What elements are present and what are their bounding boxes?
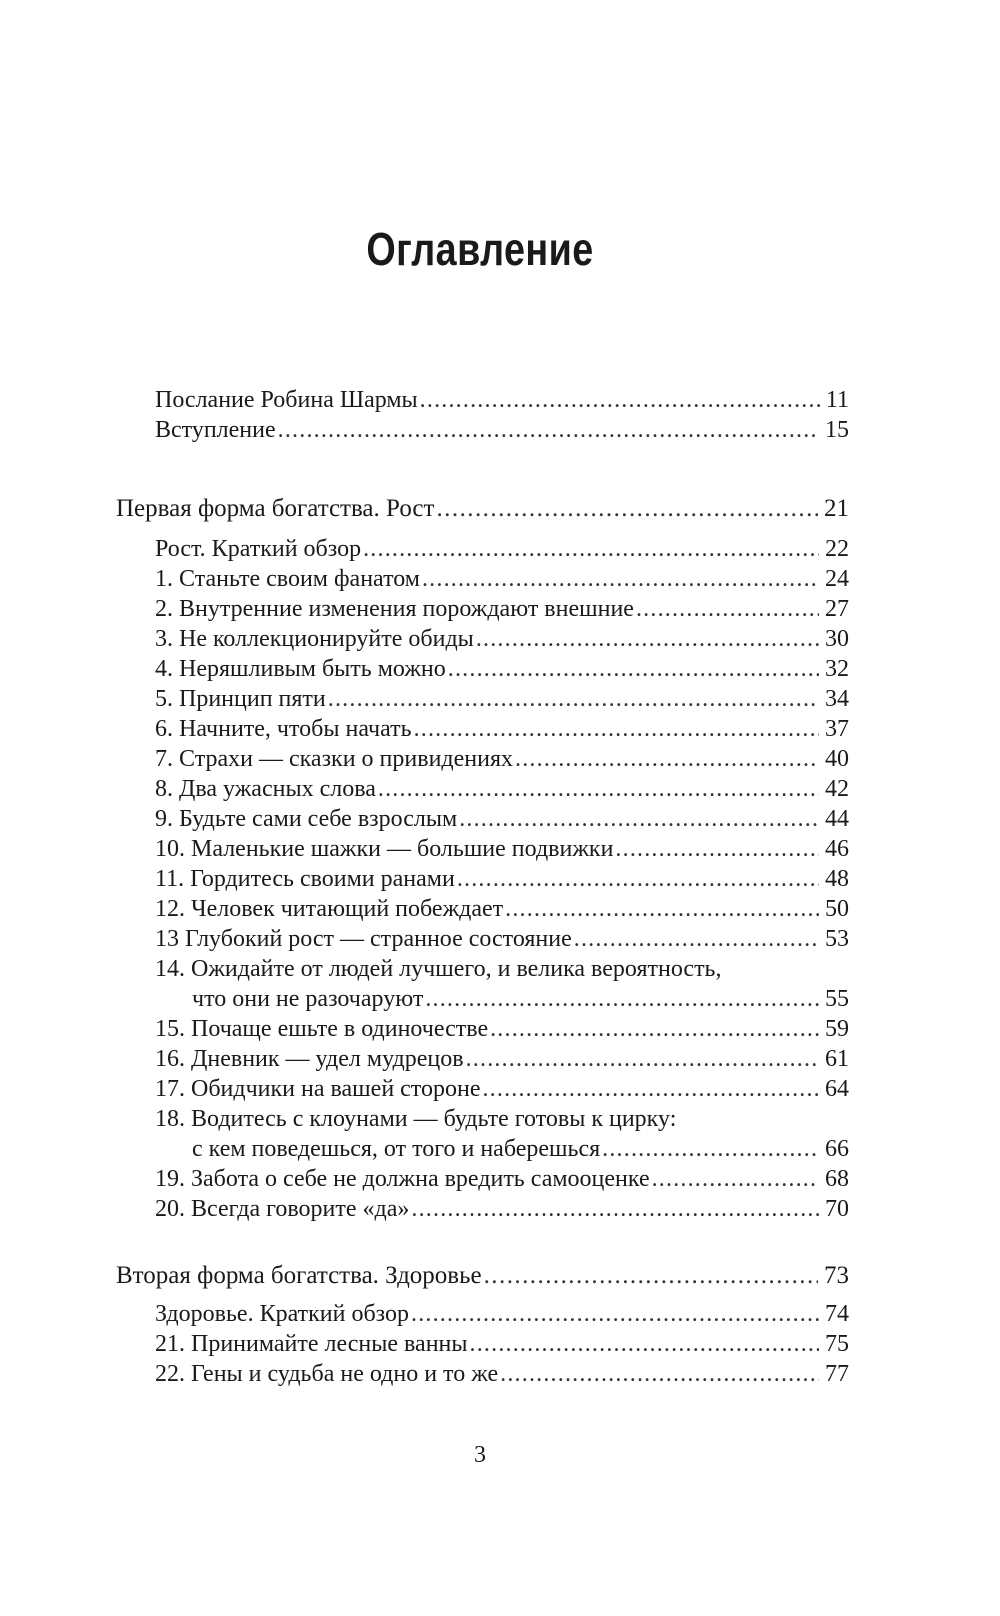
toc-entry-label: Здоровье. Краткий обзор xyxy=(155,1301,409,1327)
leader-dots xyxy=(378,774,819,804)
toc-entry-page: 22 xyxy=(825,536,849,562)
toc-entry-label: Рост. Краткий обзор xyxy=(155,536,362,562)
toc-entry[interactable] xyxy=(155,1359,849,1389)
toc-entry[interactable] xyxy=(155,654,849,684)
toc-entry[interactable] xyxy=(155,564,849,594)
toc-entry[interactable] xyxy=(155,534,849,564)
toc-entry[interactable] xyxy=(155,714,849,744)
leader-dots xyxy=(500,1359,819,1389)
toc-entry-label: 6. Начните, чтобы начать xyxy=(155,716,412,742)
toc-entry-page: 24 xyxy=(825,566,849,592)
leader-dots xyxy=(636,594,819,624)
toc-entry-page: 11 xyxy=(825,387,849,413)
toc-entry[interactable] xyxy=(155,1329,849,1359)
toc-entry-page: 75 xyxy=(825,1331,849,1357)
toc-entry-page: 48 xyxy=(825,866,849,892)
toc-entry[interactable] xyxy=(192,1134,849,1164)
toc-entry-page: 64 xyxy=(825,1076,849,1102)
toc-entry-label: что они не разочаруют xyxy=(192,986,424,1012)
leader-dots xyxy=(278,415,819,445)
toc-part-label: Вторая форма богатства. Здоровье xyxy=(116,1262,482,1289)
toc-part-page: 73 xyxy=(824,1262,849,1289)
leader-dots xyxy=(363,534,819,564)
toc-entry-page: 34 xyxy=(825,686,849,712)
toc-part-page: 21 xyxy=(824,495,849,522)
leader-dots xyxy=(414,714,819,744)
leader-dots xyxy=(615,834,819,864)
page-number: 3 xyxy=(474,1442,486,1468)
toc-entry-label: 19. Забота о себе не должна вредить самооценке xyxy=(155,1166,650,1192)
toc-entry[interactable] xyxy=(155,1044,849,1074)
leader-dots xyxy=(490,1014,819,1044)
toc-entry-introduction[interactable] xyxy=(155,415,849,445)
toc-entry[interactable] xyxy=(155,1164,849,1194)
toc-entry-label: 3. Не коллекционируйте обиды xyxy=(155,626,474,652)
toc-entry[interactable] xyxy=(155,804,849,834)
toc-entry[interactable] xyxy=(192,984,849,1014)
leader-dots xyxy=(505,894,819,924)
leader-dots xyxy=(411,1299,819,1329)
toc-entry[interactable] xyxy=(155,1299,849,1329)
toc-entry-label: 5. Принцип пяти xyxy=(155,686,326,712)
toc-entry-label: 4. Неряшливым быть можно xyxy=(155,656,446,682)
toc-entry[interactable] xyxy=(155,924,849,954)
toc-entry-label: 21. Принимайте лесные ванны xyxy=(155,1331,468,1357)
toc-entry-page: 70 xyxy=(825,1196,849,1222)
toc-entry-page: 77 xyxy=(825,1361,849,1387)
toc-part-label: Первая форма богатства. Рост xyxy=(116,495,435,522)
toc-entry[interactable] xyxy=(155,594,849,624)
leader-dots xyxy=(470,1329,819,1359)
toc-entry-page: 42 xyxy=(825,776,849,802)
leader-dots xyxy=(420,385,820,415)
toc-entry-page: 66 xyxy=(825,1136,849,1162)
toc-entry[interactable] xyxy=(155,894,849,924)
toc-entry-label: 17. Обидчики на вашей стороне xyxy=(155,1076,481,1102)
toc-entry-label: 15. Почаще ешьте в одиночестве xyxy=(155,1016,489,1042)
toc-entry-page: 46 xyxy=(825,836,849,862)
toc-entry-label: 20. Всегда говорите «да» xyxy=(155,1196,410,1222)
leader-dots xyxy=(448,654,819,684)
toc-entry-label: 11. Гордитесь своими ранами xyxy=(155,866,455,892)
leader-dots xyxy=(482,1074,819,1104)
toc-entry-label: 10. Маленькие шажки — большие подвижки xyxy=(155,836,614,862)
leader-dots xyxy=(411,1194,819,1224)
leader-dots xyxy=(652,1164,819,1194)
toc-entry-page: 40 xyxy=(825,746,849,772)
leader-dots xyxy=(466,1044,819,1074)
toc-entry-page: 32 xyxy=(825,656,849,682)
toc-entry-label: 16. Дневник — удел мудрецов xyxy=(155,1046,464,1072)
toc-entry[interactable] xyxy=(155,744,849,774)
toc-entry-label: 22. Гены и судьба не одно и то же xyxy=(155,1361,499,1387)
toc-entry[interactable] xyxy=(155,624,849,654)
toc-entry-label: 1. Станьте своим фанатом xyxy=(155,566,420,592)
toc-entry-page: 55 xyxy=(825,986,849,1012)
toc-entry-label: Вступление xyxy=(155,417,276,443)
toc-entry-page: 27 xyxy=(825,596,849,622)
toc-entry[interactable] xyxy=(155,684,849,714)
toc-entry-page: 50 xyxy=(825,896,849,922)
toc-entry-label: Послание Робина Шармы xyxy=(155,387,418,413)
toc-entry-label: 7. Страхи — сказки о привидениях xyxy=(155,746,514,772)
toc-part-heading-growth[interactable] xyxy=(116,494,849,524)
leader-dots xyxy=(459,804,819,834)
toc-entry-page: 74 xyxy=(825,1301,849,1327)
toc-entry-page: 44 xyxy=(825,806,849,832)
toc-entry[interactable] xyxy=(155,1014,849,1044)
toc-entry-label: 12. Человек читающий побеждает xyxy=(155,896,504,922)
leader-dots xyxy=(457,864,819,894)
toc-entry-label: 8. Два ужасных слова xyxy=(155,776,376,802)
toc-entry-page: 59 xyxy=(825,1016,849,1042)
leader-dots xyxy=(425,984,819,1014)
toc-entry-page: 53 xyxy=(825,926,849,952)
toc-entry[interactable] xyxy=(155,1194,849,1224)
toc-entry-page: 30 xyxy=(825,626,849,652)
toc-entry-label: с кем поведешься, от того и наберешься xyxy=(192,1136,601,1162)
toc-entry-label: 2. Внутренние изменения порождают внешние xyxy=(155,596,634,622)
toc-entry-page: 68 xyxy=(825,1166,849,1192)
toc-entry-page: 15 xyxy=(825,417,849,443)
toc-entry-label: 9. Будьте сами себе взрослым xyxy=(155,806,458,832)
toc-entry-page: 61 xyxy=(825,1046,849,1072)
toc-entry-page: 37 xyxy=(825,716,849,742)
leader-dots xyxy=(328,684,819,714)
toc-entry-label: 13 Глубокий рост — странное состояние xyxy=(155,926,572,952)
toc-entry-label-line1[interactable]: 14. Ожидайте от людей лучшего, и велика вероятность, xyxy=(155,956,722,982)
toc-entry[interactable] xyxy=(155,1074,849,1104)
toc-part-heading-health[interactable] xyxy=(116,1261,849,1291)
toc-entry[interactable] xyxy=(155,774,849,804)
leader-dots xyxy=(476,624,819,654)
leader-dots xyxy=(484,1261,818,1291)
leader-dots xyxy=(602,1134,819,1164)
toc-entry-message[interactable] xyxy=(155,385,849,415)
leader-dots xyxy=(436,494,818,524)
leader-dots xyxy=(422,564,819,594)
leader-dots xyxy=(515,744,819,774)
page-title: Оглавление xyxy=(366,223,594,275)
leader-dots xyxy=(574,924,819,954)
toc-entry[interactable] xyxy=(155,864,849,894)
toc-entry[interactable] xyxy=(155,834,849,864)
toc-entry-label-line1[interactable]: 18. Водитесь с клоунами — будьте готовы к цирку: xyxy=(155,1106,677,1132)
